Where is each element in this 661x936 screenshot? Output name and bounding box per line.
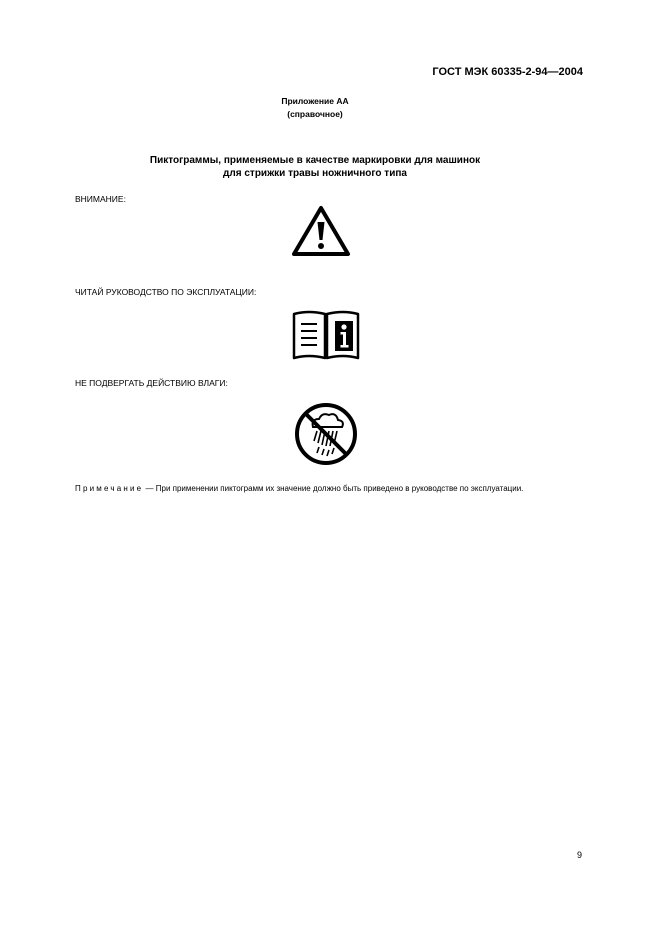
read-manual-label: ЧИТАЙ РУКОВОДСТВО ПО ЭКСПЛУАТАЦИИ: — [75, 287, 257, 297]
section-title — [0, 154, 630, 180]
no-moisture-icon — [293, 401, 359, 467]
page-number: 9 — [577, 850, 583, 860]
appendix-subtitle: (справочное) — [287, 109, 343, 119]
note-text: — При применении пиктограмм их значение должно быть приведено в руководстве по эксплуатации. — [143, 484, 524, 493]
warning-triangle-icon — [291, 205, 351, 257]
section-title-line-1: Пиктограммы, применяемые в качестве маркировки для машинок — [149, 155, 481, 166]
standard-code: ГОСТ МЭК 60335-2-94—2004 — [432, 66, 583, 78]
appendix-title: Приложение АА — [281, 96, 349, 106]
note-prefix: Примечание — [75, 484, 144, 493]
warning-label: ВНИМАНИЕ: — [75, 194, 126, 204]
no-moisture-label: НЕ ПОДВЕРГАТЬ ДЕЙСТВИЮ ВЛАГИ: — [75, 378, 228, 388]
read-manual-icon — [291, 309, 361, 361]
note-paragraph — [62, 481, 592, 496]
section-title-line-2: для стрижки травы ножничного типа — [223, 168, 407, 179]
appendix-heading — [0, 95, 630, 121]
